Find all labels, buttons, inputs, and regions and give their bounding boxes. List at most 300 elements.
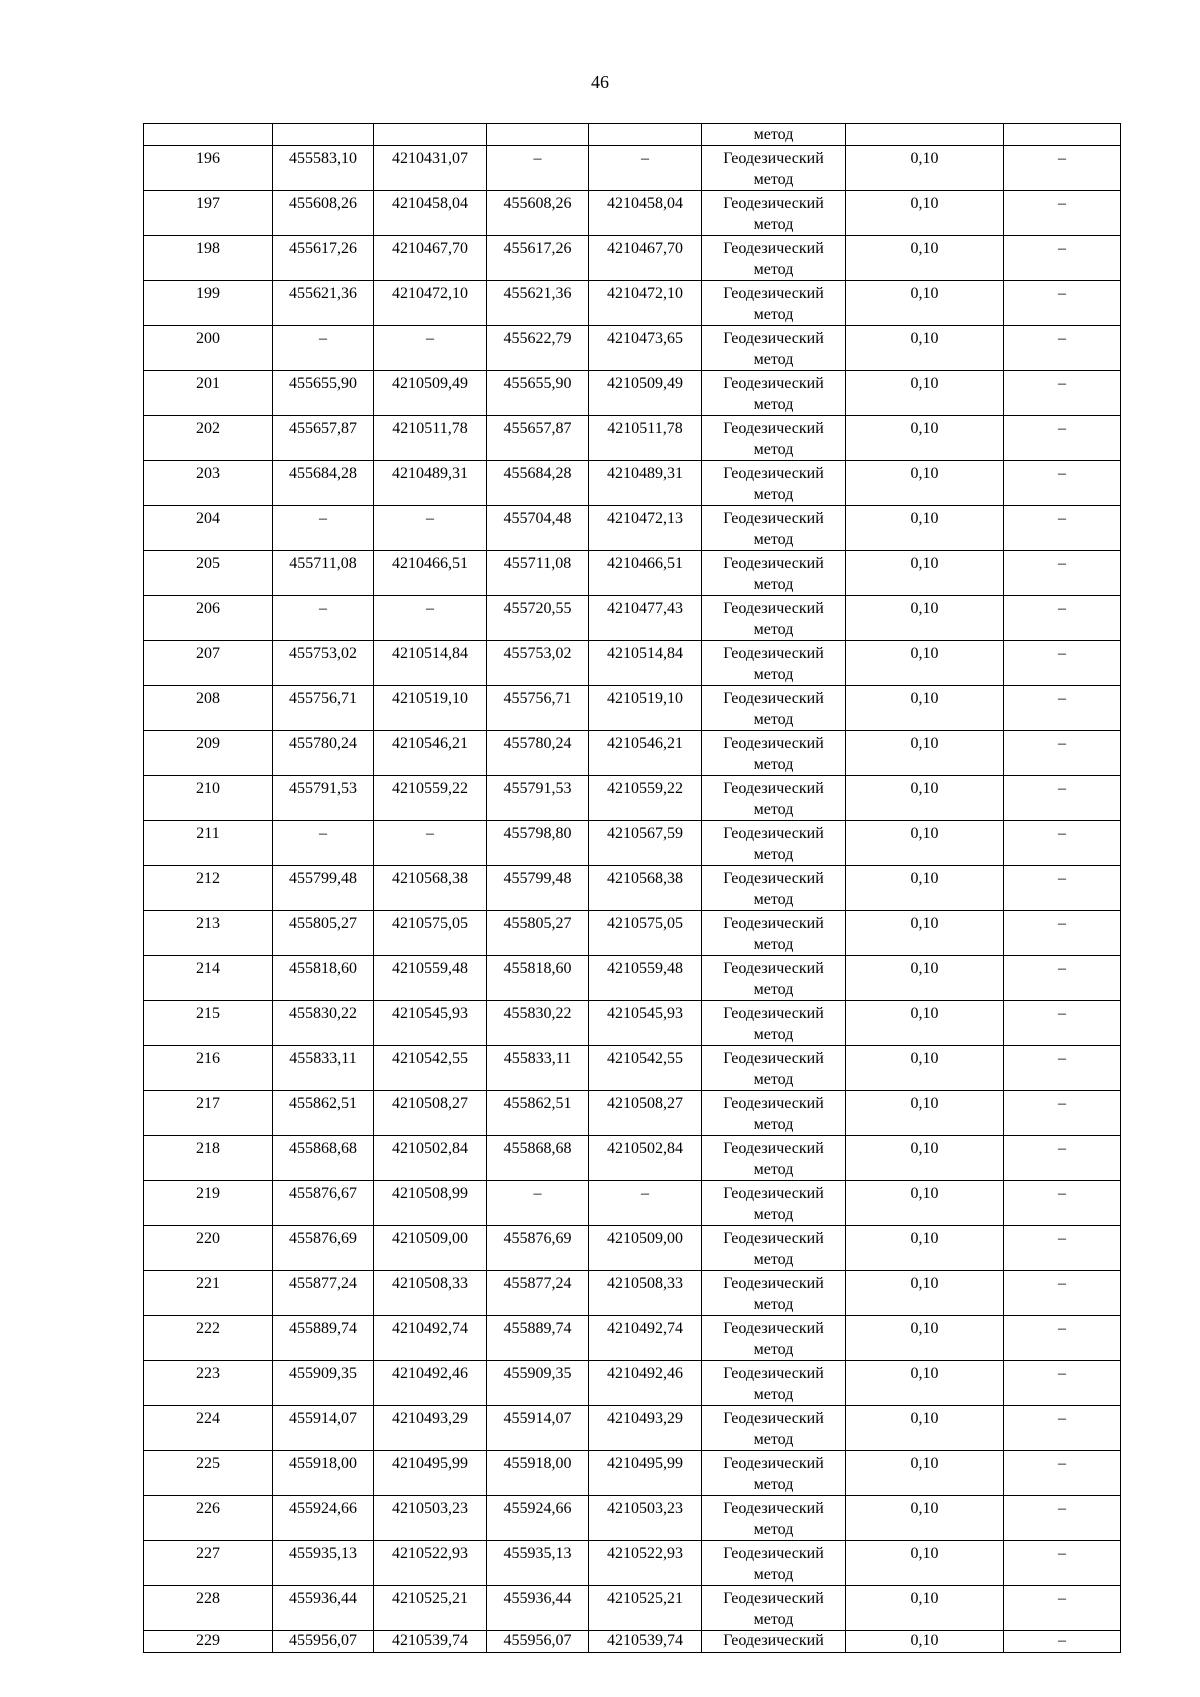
- cell-description: –: [1004, 911, 1121, 956]
- cell-x-refined: 455833,11: [487, 1046, 589, 1091]
- cell-y-refined: 4210511,78: [589, 416, 702, 461]
- cell-accuracy: 0,10: [846, 1046, 1004, 1091]
- cell-description: –: [1004, 1541, 1121, 1586]
- cell-y-refined: 4210502,84: [589, 1136, 702, 1181]
- cell-x-existing: 455780,24: [273, 731, 374, 776]
- cell-y-existing: 4210458,04: [374, 191, 487, 236]
- cell-y-existing: 4210519,10: [374, 686, 487, 731]
- cell-method: [702, 236, 846, 281]
- cell-description: –: [1004, 956, 1121, 1001]
- cell-x-existing: 455914,07: [273, 1406, 374, 1451]
- cell-point-number: 207: [144, 641, 273, 686]
- method-line-1: Геодезический: [723, 465, 824, 482]
- cell-y-existing: 4210511,78: [374, 416, 487, 461]
- cell-y-existing: 4210508,27: [374, 1091, 487, 1136]
- cell-y-existing: 4210514,84: [374, 641, 487, 686]
- cell-point-number: 220: [144, 1226, 273, 1271]
- method-line-1: Геодезический: [723, 690, 824, 707]
- cell-x-refined: 455684,28: [487, 461, 589, 506]
- cell-x-existing: 455833,11: [273, 1046, 374, 1091]
- cell-y-refined: 4210567,59: [589, 821, 702, 866]
- method-line-1: Геодезический: [723, 1185, 824, 1202]
- method-line-1: Геодезический: [723, 420, 824, 437]
- cell-y-refined: 4210508,27: [589, 1091, 702, 1136]
- cell-description: –: [1004, 1316, 1121, 1361]
- cell-y-refined: 4210568,38: [589, 866, 702, 911]
- method-line-1: Геодезический: [723, 330, 824, 347]
- method-line-2: метод: [753, 1431, 794, 1448]
- method-line-2: метод: [753, 1116, 794, 1133]
- cell-y-existing: 4210542,55: [374, 1046, 487, 1091]
- cell-accuracy: 0,10: [846, 821, 1004, 866]
- cell-method: [702, 686, 846, 731]
- cell-point-number: 223: [144, 1361, 273, 1406]
- cell-x-existing: 455753,02: [273, 641, 374, 686]
- method-line-1: Геодезический: [723, 1590, 824, 1607]
- cell-y-existing: 4210495,99: [374, 1451, 487, 1496]
- table-row: [144, 1226, 1121, 1271]
- cell-x-existing: 455818,60: [273, 956, 374, 1001]
- cell-description: –: [1004, 1586, 1121, 1631]
- cell-x-refined: 455805,27: [487, 911, 589, 956]
- cell-x-existing: 455657,87: [273, 416, 374, 461]
- table-row: [144, 1181, 1121, 1226]
- table-row: [144, 506, 1121, 551]
- cell-method: [702, 1001, 846, 1046]
- cell-x-refined: 455876,69: [487, 1226, 589, 1271]
- cell-y-existing: 4210502,84: [374, 1136, 487, 1181]
- cell-point-number: 225: [144, 1451, 273, 1496]
- method-line-2: метод: [753, 1296, 794, 1313]
- method-line-1: Геодезический: [723, 645, 824, 662]
- cell-method: [702, 1361, 846, 1406]
- table-row: [144, 326, 1121, 371]
- cell-point-number: 224: [144, 1406, 273, 1451]
- cell-point-number: 210: [144, 776, 273, 821]
- method-line-1: Геодезический: [723, 1545, 824, 1562]
- cell-x-existing: 455799,48: [273, 866, 374, 911]
- cell-x-refined: –: [487, 146, 589, 191]
- cell-accuracy: 0,10: [846, 1271, 1004, 1316]
- cell-y-refined: –: [589, 146, 702, 191]
- method-line-2: метод: [753, 891, 794, 908]
- cell-accuracy: 0,10: [846, 731, 1004, 776]
- cell-accuracy: 0,10: [846, 551, 1004, 596]
- cell-description: –: [1004, 281, 1121, 326]
- cell-y-refined: 4210472,13: [589, 506, 702, 551]
- cell-x-refined: 455924,66: [487, 1496, 589, 1541]
- cell-y-existing: 4210472,10: [374, 281, 487, 326]
- method-line-2: метод: [753, 216, 794, 233]
- cell-x-refined: 455936,44: [487, 1586, 589, 1631]
- cell-method: [702, 731, 846, 776]
- cell-x-existing: 455655,90: [273, 371, 374, 416]
- cell-y-existing: 4210466,51: [374, 551, 487, 596]
- cell-accuracy: 0,10: [846, 776, 1004, 821]
- cell-y-existing: 4210508,33: [374, 1271, 487, 1316]
- cell-accuracy: 0,10: [846, 191, 1004, 236]
- cell-description: –: [1004, 461, 1121, 506]
- cell-method: [702, 1136, 846, 1181]
- method-line-2: метод: [753, 351, 794, 368]
- cell-y-refined: 4210559,22: [589, 776, 702, 821]
- cell-accuracy: 0,10: [846, 1406, 1004, 1451]
- cell-x-refined: 455655,90: [487, 371, 589, 416]
- cell-y-existing: 4210509,49: [374, 371, 487, 416]
- cell-accuracy: 0,10: [846, 1586, 1004, 1631]
- cell-point-number: 229: [144, 1631, 273, 1653]
- cell-method: [702, 641, 846, 686]
- cell-accuracy: 0,10: [846, 506, 1004, 551]
- method-line-1: Геодезический: [723, 1005, 824, 1022]
- cell-accuracy: 0,10: [846, 1226, 1004, 1271]
- cell-x-refined: 455956,07: [487, 1631, 589, 1653]
- table-row: [144, 641, 1121, 686]
- cell-description: –: [1004, 326, 1121, 371]
- cell-x-refined: 455918,00: [487, 1451, 589, 1496]
- coordinates-table: [143, 123, 1121, 1653]
- method-line-2: метод: [753, 1071, 794, 1088]
- cell-method: [702, 1271, 846, 1316]
- cell-accuracy: 0,10: [846, 596, 1004, 641]
- method-line-1: Геодезический: [723, 285, 824, 302]
- cell-x-existing: 455608,26: [273, 191, 374, 236]
- cell-y-refined: 4210546,21: [589, 731, 702, 776]
- cell-accuracy: 0,10: [846, 1136, 1004, 1181]
- method-line-1: Геодезический: [723, 1320, 824, 1337]
- cell-point-number: 211: [144, 821, 273, 866]
- method-line-1: Геодезический: [723, 1365, 824, 1382]
- cell-y-existing: 4210509,00: [374, 1226, 487, 1271]
- cell-x-existing: 455956,07: [273, 1631, 374, 1653]
- method-line-2: метод: [753, 576, 794, 593]
- method-line-1: Геодезический: [723, 1050, 824, 1067]
- cell-accuracy: 0,10: [846, 956, 1004, 1001]
- cell-description: –: [1004, 731, 1121, 776]
- cell-description: –: [1004, 1001, 1121, 1046]
- cell-method: [702, 1091, 846, 1136]
- cell-accuracy: 0,10: [846, 1451, 1004, 1496]
- table-row: [144, 911, 1121, 956]
- cell-point-number: 205: [144, 551, 273, 596]
- method-line-2: метод: [753, 1026, 794, 1043]
- cell-x-refined: 455798,80: [487, 821, 589, 866]
- cell-y-existing: –: [374, 326, 487, 371]
- cell-description: –: [1004, 641, 1121, 686]
- method-line-1: Геодезический: [723, 375, 824, 392]
- table-row: [144, 416, 1121, 461]
- cell-x-existing: 455583,10: [273, 146, 374, 191]
- cell-point-number: 197: [144, 191, 273, 236]
- cell-x-existing: 455889,74: [273, 1316, 374, 1361]
- method-line-1: Геодезический: [723, 600, 824, 617]
- cell-x-refined: 455830,22: [487, 1001, 589, 1046]
- cell-x-existing: 455868,68: [273, 1136, 374, 1181]
- cell-description: –: [1004, 506, 1121, 551]
- cell-method: [702, 1226, 846, 1271]
- method-line-1: Геодезический: [723, 960, 824, 977]
- cell-y-existing: 4210539,74: [374, 1631, 487, 1653]
- table-row: [144, 1271, 1121, 1316]
- method-line-1: Геодезический: [723, 1500, 824, 1517]
- cell-method: [702, 416, 846, 461]
- table-row: [144, 596, 1121, 641]
- cell-x-refined: 455621,36: [487, 281, 589, 326]
- cell-y-refined: 4210489,31: [589, 461, 702, 506]
- cell-method-tail: метод: [702, 124, 846, 146]
- cell-x-refined: 455862,51: [487, 1091, 589, 1136]
- cell-accuracy: 0,10: [846, 686, 1004, 731]
- cell-method: [702, 146, 846, 191]
- method-line-1: Геодезический: [723, 240, 824, 257]
- cell-method: [702, 191, 846, 236]
- cell-x-refined: 455780,24: [487, 731, 589, 776]
- method-line-2: метод: [753, 1251, 794, 1268]
- cell-point-number: 228: [144, 1586, 273, 1631]
- cell-method: [702, 1496, 846, 1541]
- cell-y-refined: 4210458,04: [589, 191, 702, 236]
- method-line-2: метод: [753, 486, 794, 503]
- cell-point-number: 200: [144, 326, 273, 371]
- cell-method: [702, 1541, 846, 1586]
- cell-method: [702, 596, 846, 641]
- cell-y-refined: 4210492,46: [589, 1361, 702, 1406]
- cell-empty: [374, 124, 487, 146]
- cell-x-refined: 455818,60: [487, 956, 589, 1001]
- cell-x-existing: 455877,24: [273, 1271, 374, 1316]
- cell-accuracy: 0,10: [846, 1496, 1004, 1541]
- cell-x-existing: 455876,67: [273, 1181, 374, 1226]
- cell-y-existing: 4210522,93: [374, 1541, 487, 1586]
- cell-y-existing: 4210489,31: [374, 461, 487, 506]
- cell-x-refined: 455622,79: [487, 326, 589, 371]
- method-line-1: Геодезический: [723, 1230, 824, 1247]
- cell-accuracy: 0,10: [846, 866, 1004, 911]
- cell-description: –: [1004, 686, 1121, 731]
- cell-accuracy: 0,10: [846, 236, 1004, 281]
- cell-accuracy: 0,10: [846, 911, 1004, 956]
- cell-y-existing: 4210568,38: [374, 866, 487, 911]
- cell-x-refined: 455935,13: [487, 1541, 589, 1586]
- cell-y-refined: 4210509,49: [589, 371, 702, 416]
- method-line-2: метод: [753, 1161, 794, 1178]
- cell-method: [702, 1316, 846, 1361]
- cell-x-refined: 455868,68: [487, 1136, 589, 1181]
- cell-description: –: [1004, 236, 1121, 281]
- cell-description: –: [1004, 371, 1121, 416]
- method-line-2: метод: [753, 666, 794, 683]
- continuation-row: [144, 124, 1121, 146]
- cell-x-refined: 455753,02: [487, 641, 589, 686]
- cell-point-number: 201: [144, 371, 273, 416]
- cell-x-existing: 455876,69: [273, 1226, 374, 1271]
- table-body: [144, 124, 1121, 1653]
- method-line-2: метод: [753, 1521, 794, 1538]
- cell-description: –: [1004, 1181, 1121, 1226]
- cell-description: –: [1004, 1631, 1121, 1653]
- cell-x-existing: 455918,00: [273, 1451, 374, 1496]
- cell-description: –: [1004, 1496, 1121, 1541]
- table-row: [144, 461, 1121, 506]
- method-line-2: метод: [753, 306, 794, 323]
- cell-y-existing: 4210545,93: [374, 1001, 487, 1046]
- cell-method: [702, 821, 846, 866]
- cell-x-existing: 455830,22: [273, 1001, 374, 1046]
- table-row: [144, 686, 1121, 731]
- cell-point-number: 204: [144, 506, 273, 551]
- cell-x-existing: 455711,08: [273, 551, 374, 596]
- table-row: [144, 191, 1121, 236]
- table-row-last: [144, 1631, 1121, 1653]
- cell-y-refined: 4210508,33: [589, 1271, 702, 1316]
- cell-point-number: 222: [144, 1316, 273, 1361]
- cell-empty: [273, 124, 374, 146]
- cell-y-refined: 4210539,74: [589, 1631, 702, 1653]
- method-line-2: метод: [753, 261, 794, 278]
- cell-y-existing: –: [374, 506, 487, 551]
- cell-accuracy: 0,10: [846, 1316, 1004, 1361]
- cell-x-existing: 455935,13: [273, 1541, 374, 1586]
- cell-y-existing: –: [374, 596, 487, 641]
- method-line-2: метод: [753, 981, 794, 998]
- cell-x-refined: 455720,55: [487, 596, 589, 641]
- cell-x-refined: 455617,26: [487, 236, 589, 281]
- cell-x-existing: 455805,27: [273, 911, 374, 956]
- cell-x-existing: 455617,26: [273, 236, 374, 281]
- cell-x-refined: 455608,26: [487, 191, 589, 236]
- cell-y-refined: 4210477,43: [589, 596, 702, 641]
- cell-method: [702, 1181, 846, 1226]
- cell-empty: [487, 124, 589, 146]
- table-row: [144, 776, 1121, 821]
- method-line-1: Геодезический: [723, 915, 824, 932]
- method-line-2: метод: [753, 621, 794, 638]
- cell-description: –: [1004, 1451, 1121, 1496]
- cell-y-existing: 4210546,21: [374, 731, 487, 776]
- method-line-2: метод: [753, 1566, 794, 1583]
- method-line-2: метод: [753, 1611, 794, 1628]
- cell-x-refined: 455909,35: [487, 1361, 589, 1406]
- table-row: [144, 731, 1121, 776]
- table-row: [144, 1496, 1121, 1541]
- cell-point-number: 226: [144, 1496, 273, 1541]
- cell-method: [702, 1406, 846, 1451]
- table-row: [144, 1316, 1121, 1361]
- cell-x-existing: 455756,71: [273, 686, 374, 731]
- cell-accuracy: 0,10: [846, 1181, 1004, 1226]
- method-line-1: Геодезический: [723, 825, 824, 842]
- cell-x-refined: 455914,07: [487, 1406, 589, 1451]
- cell-y-existing: 4210503,23: [374, 1496, 487, 1541]
- page-number: 46: [591, 72, 609, 92]
- cell-point-number: 227: [144, 1541, 273, 1586]
- method-line-2: метод: [753, 801, 794, 818]
- cell-x-existing: –: [273, 821, 374, 866]
- cell-method: [702, 326, 846, 371]
- table-row: [144, 1451, 1121, 1496]
- cell-y-refined: 4210492,74: [589, 1316, 702, 1361]
- method-line-2: метод: [753, 1341, 794, 1358]
- cell-y-refined: 4210467,70: [589, 236, 702, 281]
- cell-x-existing: –: [273, 596, 374, 641]
- method-line-2: метод: [753, 396, 794, 413]
- cell-y-existing: 4210575,05: [374, 911, 487, 956]
- cell-x-existing: 455909,35: [273, 1361, 374, 1406]
- method-line-2: метод: [753, 936, 794, 953]
- cell-point-number: 212: [144, 866, 273, 911]
- method-line-2: метод: [753, 1476, 794, 1493]
- cell-point-number: 215: [144, 1001, 273, 1046]
- cell-x-refined: 455877,24: [487, 1271, 589, 1316]
- cell-x-refined: –: [487, 1181, 589, 1226]
- method-line-1: Геодезический: [723, 195, 824, 212]
- method-line-2: метод: [753, 1206, 794, 1223]
- method-line-2: метод: [753, 846, 794, 863]
- cell-accuracy: 0,10: [846, 641, 1004, 686]
- cell-empty: [846, 124, 1004, 146]
- cell-x-existing: 455936,44: [273, 1586, 374, 1631]
- cell-method: [702, 506, 846, 551]
- table-row: [144, 371, 1121, 416]
- cell-x-existing: –: [273, 326, 374, 371]
- table-row: [144, 1091, 1121, 1136]
- cell-accuracy: 0,10: [846, 1091, 1004, 1136]
- cell-y-refined: 4210509,00: [589, 1226, 702, 1271]
- cell-y-refined: 4210466,51: [589, 551, 702, 596]
- cell-accuracy: 0,10: [846, 1361, 1004, 1406]
- table-row: [144, 1586, 1121, 1631]
- cell-description: –: [1004, 866, 1121, 911]
- cell-point-number: 217: [144, 1091, 273, 1136]
- cell-y-refined: –: [589, 1181, 702, 1226]
- method-line-2: метод: [753, 531, 794, 548]
- method-line-1: Геодезический: [723, 1140, 824, 1157]
- cell-method: [702, 281, 846, 326]
- cell-accuracy: 0,10: [846, 326, 1004, 371]
- cell-y-refined: 4210514,84: [589, 641, 702, 686]
- method-line-1: Геодезический: [723, 1410, 824, 1427]
- method-line-1: Геодезический: [723, 735, 824, 752]
- cell-point-number: 213: [144, 911, 273, 956]
- cell-description: –: [1004, 1406, 1121, 1451]
- table-row: [144, 146, 1121, 191]
- cell-x-refined: 455889,74: [487, 1316, 589, 1361]
- cell-y-refined: 4210473,65: [589, 326, 702, 371]
- cell-x-existing: 455862,51: [273, 1091, 374, 1136]
- cell-y-existing: 4210559,22: [374, 776, 487, 821]
- cell-empty: [589, 124, 702, 146]
- cell-x-refined: 455704,48: [487, 506, 589, 551]
- cell-x-existing: 455924,66: [273, 1496, 374, 1541]
- cell-method: [702, 911, 846, 956]
- cell-point-number: 198: [144, 236, 273, 281]
- method-line-1: Геодезический: [723, 1275, 824, 1292]
- cell-method: [702, 371, 846, 416]
- table-row: [144, 281, 1121, 326]
- cell-y-refined: 4210545,93: [589, 1001, 702, 1046]
- method-line-2: метод: [753, 711, 794, 728]
- table-row: [144, 956, 1121, 1001]
- table-row: [144, 551, 1121, 596]
- cell-y-refined: 4210472,10: [589, 281, 702, 326]
- cell-description: –: [1004, 1271, 1121, 1316]
- cell-point-number: 199: [144, 281, 273, 326]
- table-row: [144, 1001, 1121, 1046]
- cell-point-number: 221: [144, 1271, 273, 1316]
- cell-description: –: [1004, 1091, 1121, 1136]
- method-line-1: Геодезический: [723, 150, 824, 167]
- cell-y-existing: 4210467,70: [374, 236, 487, 281]
